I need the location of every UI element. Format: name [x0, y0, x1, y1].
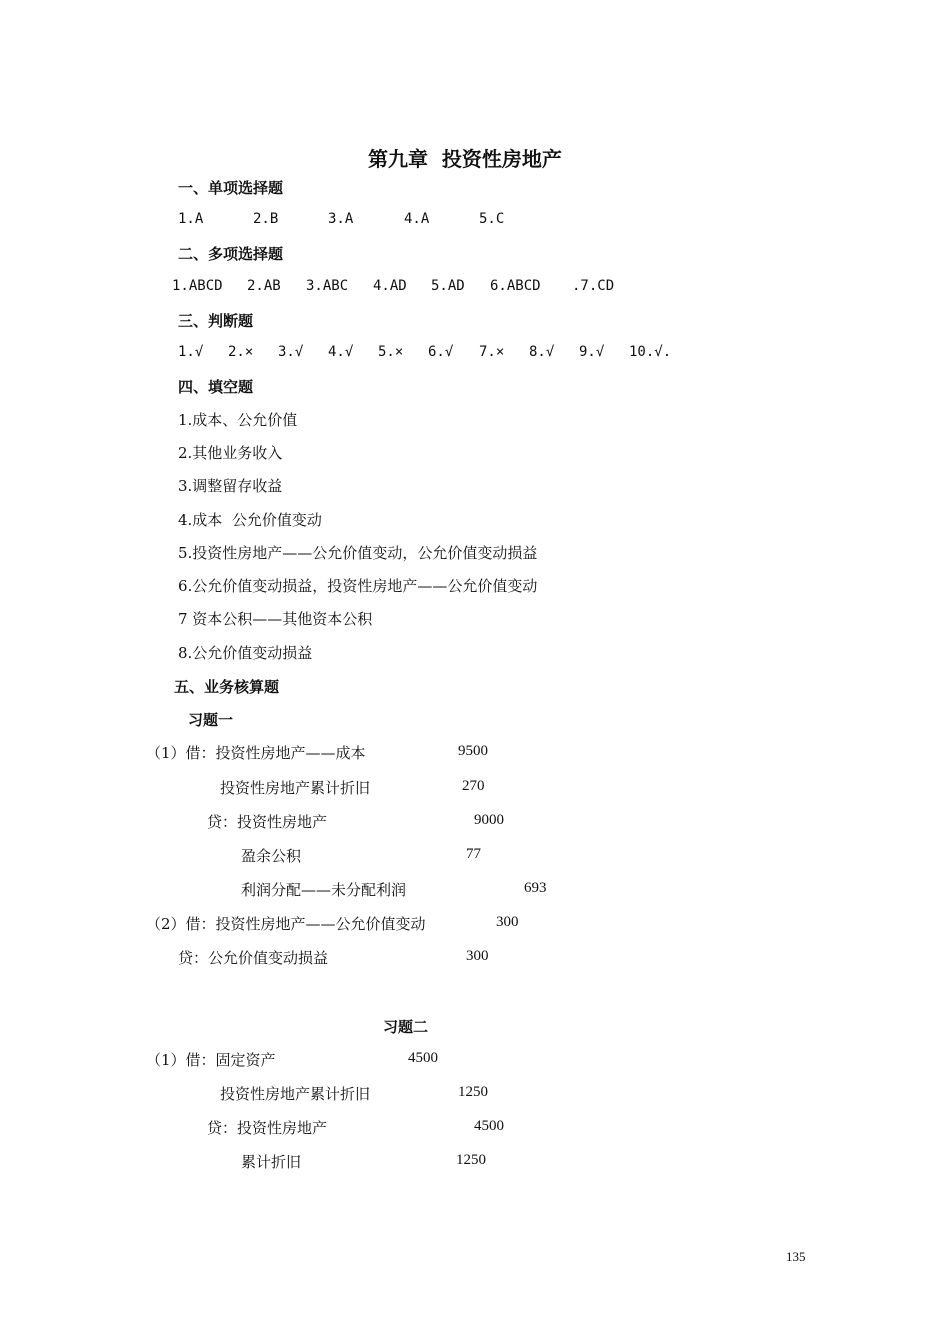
journal-entry-label: 投资性房地产累计折旧 — [220, 1085, 371, 1103]
page-number: 135 — [786, 1249, 806, 1264]
answer: 5.× — [378, 344, 404, 360]
section-heading-multiple-choice: 二、多项选择题 — [178, 245, 284, 263]
exercise-title: 习题一 — [188, 711, 234, 729]
section-heading-single-choice: 一、单项选择题 — [178, 179, 284, 197]
answer: 4.AD — [373, 278, 407, 294]
page-title: 第九章 投资性房地产 — [368, 147, 562, 171]
journal-entry-label: 利润分配——未分配利润 — [241, 881, 407, 899]
answer: 3.A — [328, 211, 354, 227]
answer: 9.√ — [579, 344, 605, 360]
answer: 7.× — [479, 344, 505, 360]
journal-entry-label: 贷：投资性房地产 — [207, 813, 328, 831]
journal-entry-label: 盈余公积 — [241, 847, 302, 865]
answer: 3.ABC — [306, 278, 349, 294]
answer: 6.ABCD — [490, 278, 541, 294]
journal-entry-amount: 9000 — [474, 812, 504, 828]
journal-entry-amount: 77 — [466, 846, 481, 862]
journal-entry-label: （2）借：投资性房地产——公允价值变动 — [146, 915, 426, 933]
journal-entry-label: 贷：公允价值变动损益 — [178, 949, 329, 967]
journal-entry-amount: 4500 — [474, 1118, 504, 1134]
answer: 5.AD — [431, 278, 465, 294]
answer: 1.ABCD — [172, 278, 223, 294]
section-heading-fill-in: 四、填空题 — [178, 378, 254, 396]
fill-in-answer: 3.调整留存收益 — [178, 477, 283, 495]
fill-in-answer: 6.公允价值变动损益，投资性房地产——公允价值变动 — [178, 577, 538, 595]
journal-entry-amount: 9500 — [458, 743, 488, 759]
answer: .7.CD — [572, 278, 615, 294]
journal-entry-label: 累计折旧 — [241, 1153, 302, 1171]
exercise-title: 习题二 — [383, 1018, 429, 1036]
journal-entry-label: 投资性房地产累计折旧 — [220, 779, 371, 797]
journal-entry-amount: 1250 — [458, 1084, 488, 1100]
answer: 1.A — [178, 211, 204, 227]
answer: 2.B — [253, 211, 279, 227]
answer: 2.AB — [247, 278, 281, 294]
fill-in-answer: 5.投资性房地产——公允价值变动，公允价值变动损益 — [178, 544, 538, 562]
journal-entry-amount: 4500 — [408, 1050, 438, 1066]
journal-entry-amount: 1250 — [456, 1152, 486, 1168]
journal-entry-amount: 270 — [462, 778, 485, 794]
journal-entry-label: 贷：投资性房地产 — [207, 1119, 328, 1137]
answer: 4.A — [404, 211, 430, 227]
journal-entry-label: （1）借：固定资产 — [146, 1051, 276, 1069]
answer: 4.√ — [328, 344, 354, 360]
journal-entry-amount: 300 — [496, 914, 519, 930]
fill-in-answer: 4.成本 公允价值变动 — [178, 511, 322, 529]
journal-entry-amount: 693 — [524, 880, 547, 896]
answer: 8.√ — [529, 344, 555, 360]
answer: 5.C — [479, 211, 505, 227]
section-heading-true-false: 三、判断题 — [178, 312, 254, 330]
answer: 10.√. — [629, 344, 672, 360]
answer: 6.√ — [428, 344, 454, 360]
answer: 2.× — [228, 344, 254, 360]
journal-entry-amount: 300 — [466, 948, 489, 964]
answer: 3.√ — [278, 344, 304, 360]
fill-in-answer: 1.成本、公允价值 — [178, 411, 298, 429]
fill-in-answer: 7 资本公积——其他资本公积 — [178, 610, 373, 628]
fill-in-answer: 2.其他业务收入 — [178, 444, 283, 462]
fill-in-answer: 8.公允价值变动损益 — [178, 644, 313, 662]
section-heading-accounting: 五、业务核算题 — [174, 678, 280, 696]
answer: 1.√ — [178, 344, 204, 360]
journal-entry-label: （1）借：投资性房地产——成本 — [146, 744, 366, 762]
